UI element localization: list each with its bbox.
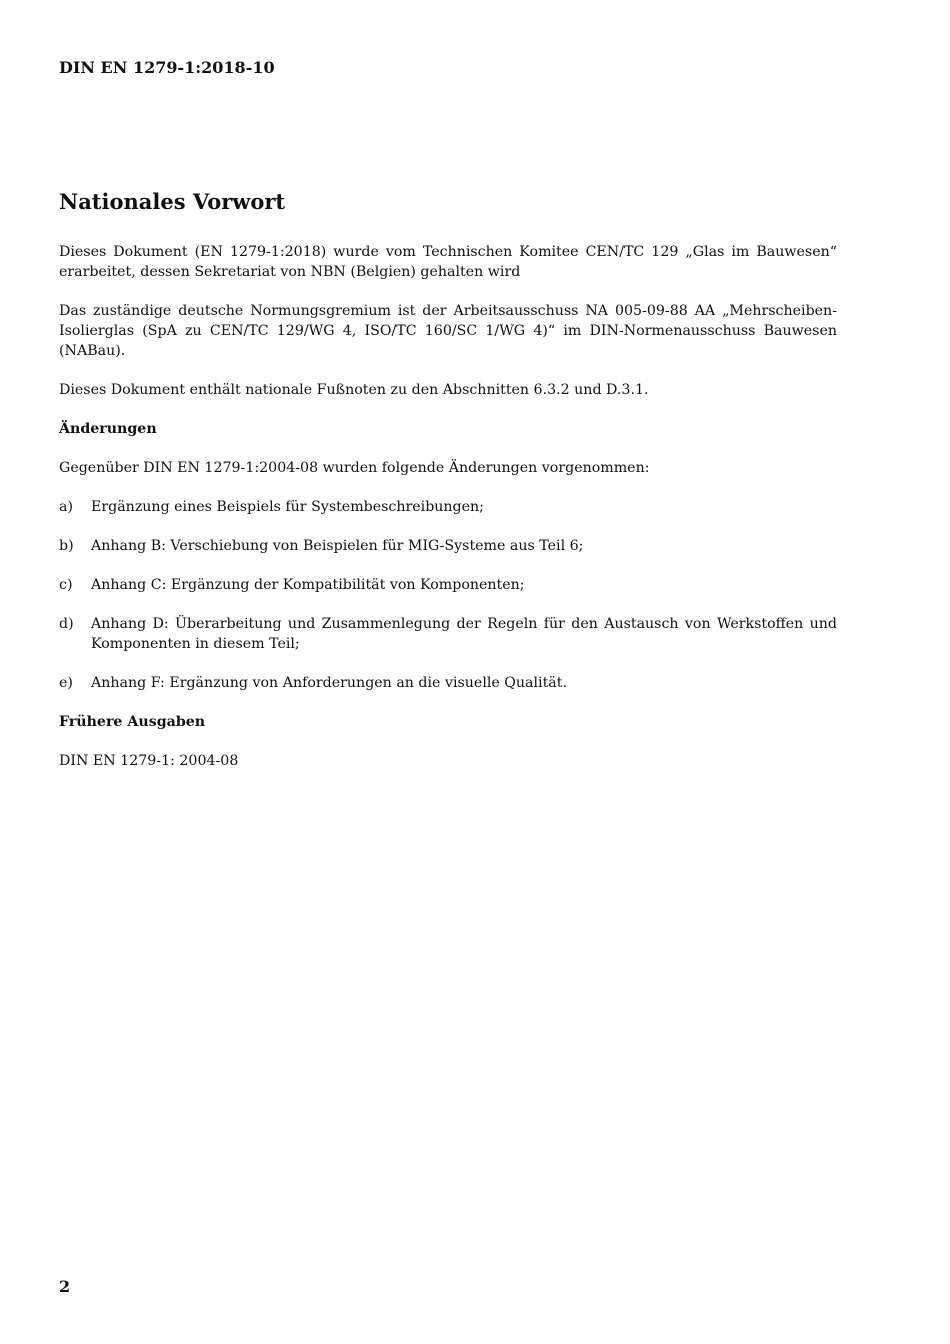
changes-heading: Änderungen: [59, 421, 157, 437]
list-item-text: Ergänzung eines Beispiels für Systembeschreibungen;: [91, 499, 484, 515]
list-item: [59, 614, 837, 654]
paragraph-footnotes: Dieses Dokument enthält nationale Fußnoten zu den Abschnitten 6.3.2 und D.3.1.: [59, 382, 649, 398]
list-marker: d): [59, 616, 74, 632]
paragraph-committee: Das zuständige deutsche Normungsgremium ist der Arbeitsausschuss NA 005-09-88 AA „Mehrscheiben-Isolierglas (SpA zu CEN/TC 129/WG 4, ISO/TC 160/SC 1/WG 4)“ im DIN-Normenausschuss Bauwesen (NABau).: [59, 303, 837, 359]
list-marker: a): [59, 499, 73, 515]
list-marker: b): [59, 538, 74, 554]
list-item: [59, 536, 837, 556]
list-item-text: Anhang D: Überarbeitung und Zusammenlegung der Regeln für den Austausch von Werkstoffen und Komponenten in diesem Teil;: [91, 616, 837, 652]
list-item-text: Anhang F: Ergänzung von Anforderungen an die visuelle Qualität.: [91, 675, 567, 691]
page-number: 2: [59, 1277, 71, 1296]
paragraph-intro: Dieses Dokument (EN 1279-1:2018) wurde vom Technischen Komitee CEN/TC 129 „Glas im Bauwesen“ erarbeitet, dessen Sekretariat von NBN (Belgien) gehalten wird: [59, 244, 837, 280]
changes-list: [59, 497, 837, 693]
previous-editions-heading: Frühere Ausgaben: [59, 714, 206, 730]
document-id-header: DIN EN 1279-1:2018-10: [59, 58, 275, 77]
section-title: Nationales Vorwort: [59, 189, 286, 214]
previous-editions-text: DIN EN 1279-1: 2004-08: [59, 753, 239, 769]
list-item: [59, 673, 837, 693]
page-content: [59, 186, 837, 790]
changes-intro: Gegenüber DIN EN 1279-1:2004-08 wurden folgende Änderungen vorgenommen:: [59, 460, 650, 476]
list-item: [59, 497, 837, 517]
list-item: [59, 575, 837, 595]
list-marker: e): [59, 675, 73, 691]
list-item-text: Anhang C: Ergänzung der Kompatibilität von Komponenten;: [91, 577, 525, 593]
list-marker: c): [59, 577, 73, 593]
list-item-text: Anhang B: Verschiebung von Beispielen für MIG-Systeme aus Teil 6;: [91, 538, 584, 554]
